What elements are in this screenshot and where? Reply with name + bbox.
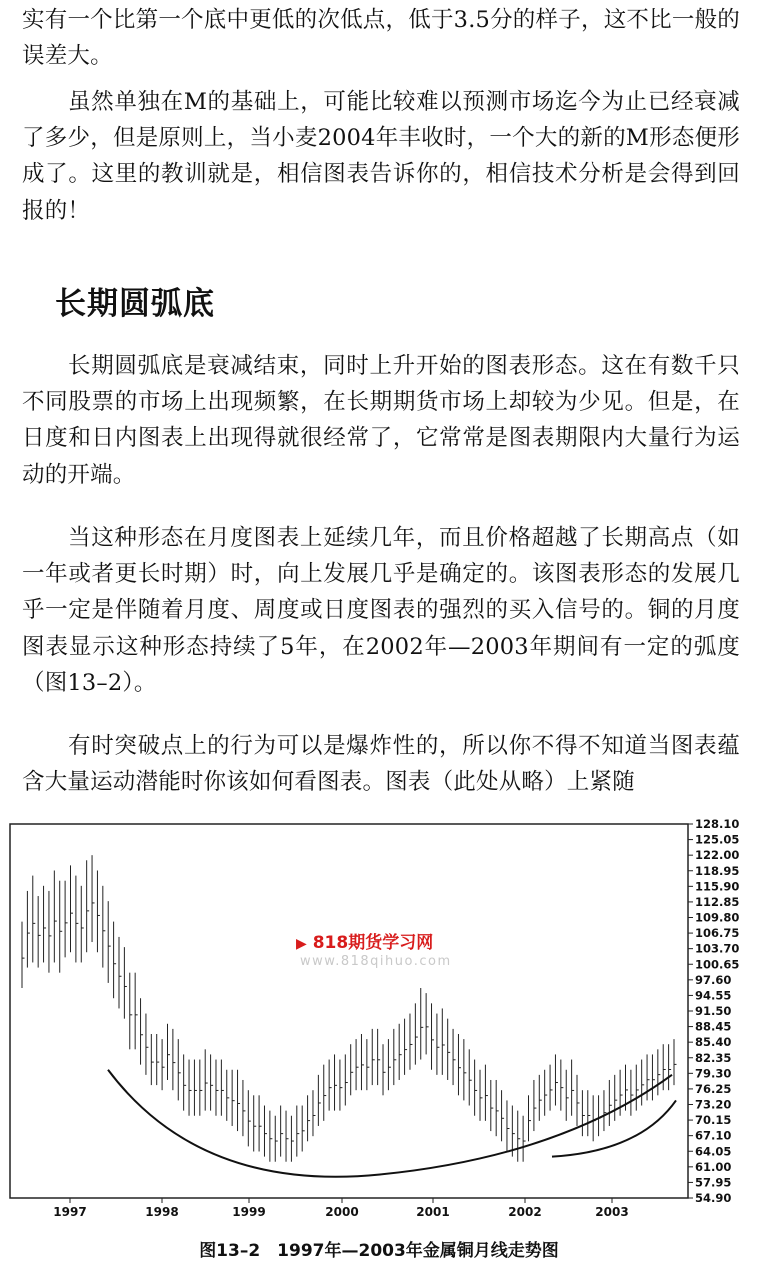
y-tick-label: 85.40 xyxy=(695,1035,732,1050)
watermark-url: www.818qihuo.com xyxy=(300,954,452,969)
y-tick-label: 70.15 xyxy=(695,1113,732,1128)
rounding-bottom-arc xyxy=(108,1070,672,1177)
y-tick-label: 91.50 xyxy=(695,1004,732,1018)
y-tick-label: 79.30 xyxy=(695,1066,732,1081)
y-tick-label: 73.20 xyxy=(695,1097,732,1112)
y-tick-label: 118.95 xyxy=(695,863,740,878)
y-tick-label: 115.90 xyxy=(695,879,740,894)
paragraph-2: 虽然单独在M的基础上，可能比较难以预测市场迄今为止已经衰减了多少，但是原则上，当小麦2004年丰收时，一个大的新的M形态便形成了。这里的教训就是，相信图表告诉你的，相信技术分析是会得到回报的！ xyxy=(22,89,740,224)
y-tick-label: 112.85 xyxy=(695,894,740,909)
section-heading: 长期圆弧底 xyxy=(55,286,215,322)
x-axis xyxy=(53,1198,628,1219)
chart-frame xyxy=(10,824,688,1198)
x-tick-label: 2002 xyxy=(508,1205,542,1219)
y-tick-label: 109.80 xyxy=(695,910,740,925)
y-tick-label: 88.45 xyxy=(695,1019,732,1034)
y-tick-label: 64.05 xyxy=(695,1144,732,1159)
flame-icon: ▶ xyxy=(296,936,307,952)
y-tick-label: 125.05 xyxy=(695,832,740,847)
trend-arc-lower xyxy=(552,1100,676,1156)
y-tick-label: 67.10 xyxy=(695,1128,732,1143)
y-tick-label: 94.55 xyxy=(695,988,732,1003)
paragraph-4: 当这种形态在月度图表上延续几年，而且价格超越了长期高点（如一年或者更长时期）时，向上发展几乎是确定的。该图表形态的发展几乎一定是伴随着月度、周度或日度图表的强烈的买入信号的。铜的月度图表显示这种形态持续了5年，在2002年—2003年期间有一定的弧度（图13–2）。 xyxy=(22,525,740,696)
watermark-logo-text: 818期货学习网 xyxy=(312,933,434,953)
x-tick-label: 1997 xyxy=(53,1205,87,1219)
y-axis xyxy=(688,817,739,1205)
y-tick-label: 100.65 xyxy=(695,957,740,972)
x-tick-label: 2000 xyxy=(325,1205,359,1219)
y-tick-label: 128.10 xyxy=(695,817,740,831)
y-tick-label: 61.00 xyxy=(695,1159,732,1174)
copper-monthly-chart xyxy=(0,812,758,1230)
y-tick-label: 122.00 xyxy=(695,848,740,863)
y-tick-label: 103.70 xyxy=(695,941,740,956)
figure-caption: 图13–2 1997年—2003年金属铜月线走势图 xyxy=(199,1241,559,1261)
watermark-logo xyxy=(296,928,433,953)
paragraph-5: 有时突破点上的行为可以是爆炸性的，所以你不得不知道当图表蕴含大量运动潜能时你该如何看图表。图表（此处从略）上紧随 xyxy=(22,733,740,796)
price-bars xyxy=(22,855,677,1162)
y-tick-label: 76.25 xyxy=(695,1081,732,1096)
y-tick-label: 54.90 xyxy=(695,1191,732,1205)
x-tick-label: 2003 xyxy=(595,1205,629,1219)
paragraph-1: 实有一个比第一个底中更低的次低点，低于3.5分的样子，这不比一般的误差大。 xyxy=(22,7,740,70)
y-tick-label: 82.35 xyxy=(695,1050,732,1065)
trend-arcs xyxy=(108,1070,676,1177)
y-tick-label: 106.75 xyxy=(695,926,740,941)
plot-border xyxy=(10,824,688,1198)
y-tick-label: 97.60 xyxy=(695,972,732,987)
x-tick-label: 1999 xyxy=(232,1205,266,1219)
x-tick-label: 2001 xyxy=(416,1205,450,1219)
paragraph-3: 长期圆弧底是衰减结束，同时上升开始的图表形态。这在有数千只不同股票的市场上出现频繁，在长期期货市场上却较为少见。但是，在日度和日内图表上出现得就很经常了，它常常是图表期限内大量行为运动的开端。 xyxy=(22,353,740,488)
y-tick-label: 57.95 xyxy=(695,1175,732,1190)
x-tick-label: 1998 xyxy=(145,1205,179,1219)
